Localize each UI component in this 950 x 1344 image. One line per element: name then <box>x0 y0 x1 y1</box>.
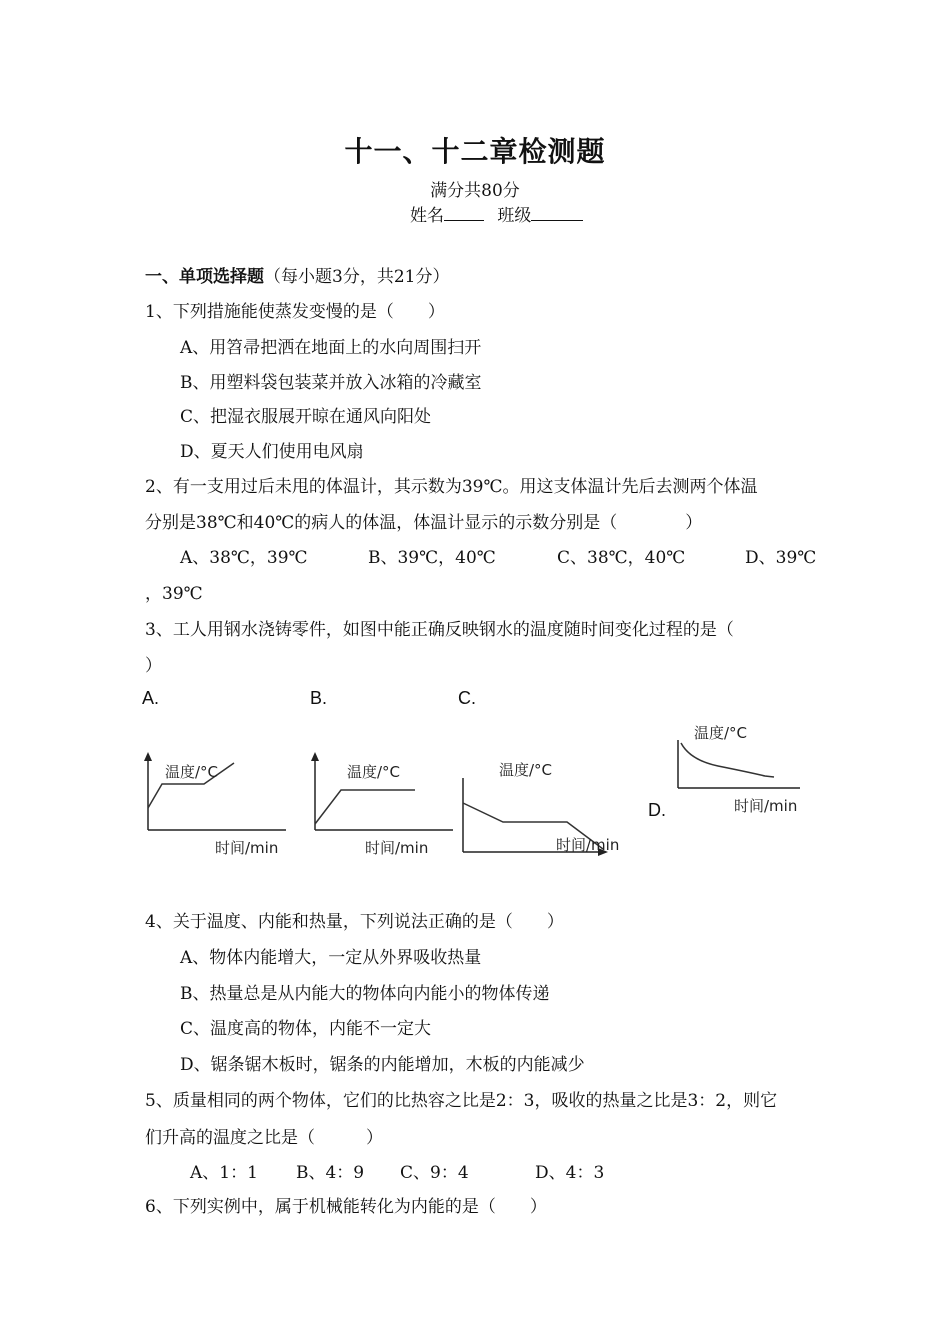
graph-d <box>670 718 810 820</box>
name-label: 姓名 <box>410 206 444 226</box>
q1-option-d[interactable]: D、夏天人们使用电风扇 <box>180 442 364 462</box>
q1-option-c[interactable]: C、把湿衣服展开晾在通风向阳处 <box>180 407 432 427</box>
graph-d-curve <box>681 743 774 777</box>
question-2-stem-line2: 分别是38℃和40℃的病人的体温，体温计显示的示数分别是（ ） <box>145 513 703 533</box>
graph-d-xlabel: 时间/min <box>734 797 798 815</box>
section-label: 一、单项选择题 <box>145 267 264 287</box>
graph-a-ylabel: 温度/°C <box>165 763 219 781</box>
q2-option-d[interactable]: D、39℃ <box>745 548 817 568</box>
question-6-stem: 6、下列实例中，属于机械能转化为内能的是（ ） <box>145 1197 547 1217</box>
class-blank[interactable] <box>531 204 583 221</box>
q5-option-c[interactable]: C、9：4 <box>400 1163 469 1183</box>
question-3-stem-line1: 3、工人用钢水浇铸零件，如图中能正确反映钢水的温度随时间变化过程的是（ <box>145 620 734 640</box>
graph-b <box>305 752 455 862</box>
total-score: 满分共80分 <box>430 181 520 201</box>
q5-option-a[interactable]: A、1：1 <box>190 1163 258 1183</box>
q5-option-b[interactable]: B、4：9 <box>296 1163 365 1183</box>
q2-option-a[interactable]: A、38℃，39℃ <box>180 548 308 568</box>
question-3-stem-line2: ） <box>145 656 162 676</box>
graph-b-y-arrow <box>311 752 319 761</box>
graph-c-xlabel: 时间/min <box>556 836 620 854</box>
q4-option-d[interactable]: D、锯条锯木板时，锯条的内能增加，木板的内能减少 <box>180 1055 585 1075</box>
section-heading <box>145 262 449 287</box>
question-2-stem-line1: 2、有一支用过后未甩的体温计，其示数为39℃。用这支体温计先后去测两个体温 <box>145 477 758 497</box>
q3-option-c-label[interactable]: C. <box>458 688 476 708</box>
q3-option-d-label[interactable]: D. <box>648 800 666 820</box>
q1-option-a[interactable]: A、用笤帚把洒在地面上的水向周围扫开 <box>180 338 482 358</box>
graph-a-xlabel: 时间/min <box>215 839 279 857</box>
q2-option-c[interactable]: C、38℃，40℃ <box>557 548 686 568</box>
q2-option-d-continued: ，39℃ <box>145 584 203 604</box>
q5-option-d[interactable]: D、4：3 <box>535 1163 605 1183</box>
q2-option-b[interactable]: B、39℃，40℃ <box>368 548 496 568</box>
page-title: 十一、十二章检测题 <box>344 135 606 168</box>
graph-b-ylabel: 温度/°C <box>347 763 401 781</box>
name-blank[interactable] <box>444 204 484 221</box>
q1-option-b[interactable]: B、用塑料袋包装菜并放入冰箱的冷藏室 <box>180 373 482 393</box>
question-5-stem-line1: 5、质量相同的两个物体，它们的比热容之比是2：3，吸收的热量之比是3：2，则它 <box>145 1091 778 1111</box>
graph-c <box>455 752 625 862</box>
q4-option-b[interactable]: B、热量总是从内能大的物体向内能小的物体传递 <box>180 984 550 1004</box>
question-5-stem-line2: 们升高的温度之比是（ ） <box>145 1128 383 1148</box>
graph-d-ylabel: 温度/°C <box>694 724 748 742</box>
question-4-stem: 4、关于温度、内能和热量，下列说法正确的是（ ） <box>145 912 564 932</box>
question-1-stem: 1、下列措施能使蒸发变慢的是（ ） <box>145 302 445 322</box>
q4-option-c[interactable]: C、温度高的物体，内能不一定大 <box>180 1019 432 1039</box>
graph-a-y-arrow <box>144 752 152 761</box>
student-info <box>410 201 583 226</box>
graph-c-ylabel: 温度/°C <box>499 761 553 779</box>
graph-a <box>138 752 288 862</box>
q4-option-a[interactable]: A、物体内能增大，一定从外界吸收热量 <box>180 948 482 968</box>
section-note: （每小题3分，共21分） <box>264 267 450 287</box>
q3-option-a-label[interactable]: A. <box>142 688 160 708</box>
graph-b-xlabel: 时间/min <box>365 839 429 857</box>
q3-option-b-label[interactable]: B. <box>310 688 328 708</box>
class-label: 班级 <box>497 206 532 226</box>
graph-b-curve <box>315 790 415 824</box>
